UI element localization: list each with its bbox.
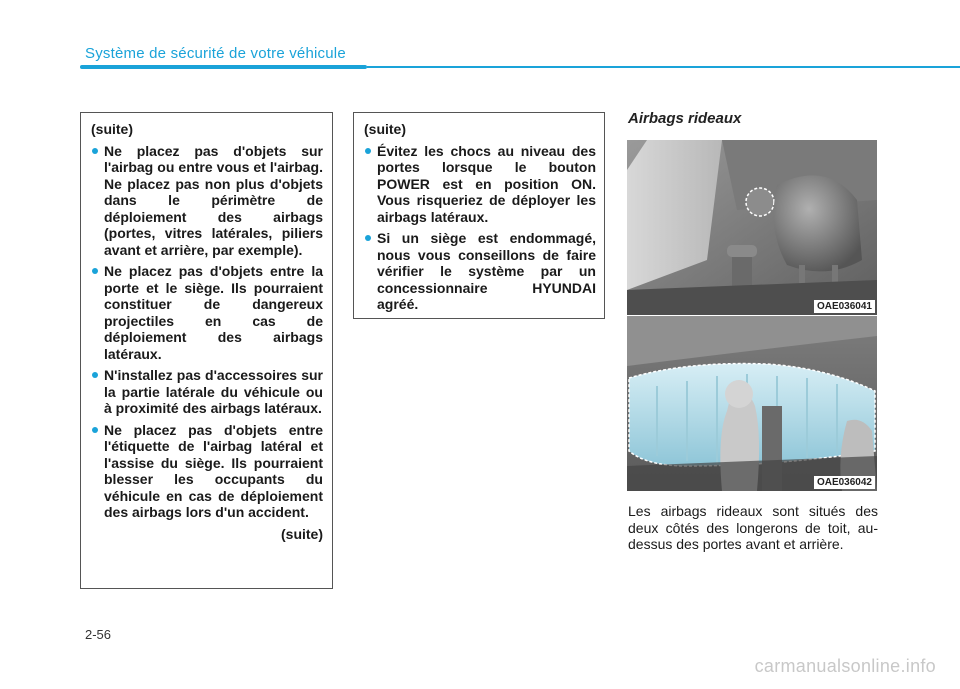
- page-number: 2-56: [85, 627, 112, 642]
- warning-box-2: [353, 112, 605, 319]
- warning-box-1-list: [91, 143, 323, 521]
- curtain-airbag-illustration: [627, 316, 877, 491]
- warning-item: Ne placez pas d'objets entre la porte et le siège. Ils pourraient constituer de dangereux projectiles en cas de déploiement des airbags latéraux.: [91, 263, 323, 362]
- figure-code: OAE036042: [814, 476, 875, 489]
- headrest-illustration: [627, 140, 877, 315]
- figure-curtain-deployed: [627, 316, 877, 491]
- warning-item: Ne placez pas d'objets sur l'airbag ou entre vous et l'airbag. Ne placez pas non plus d'objets dans le périmètre de déploiement des airbags (portes, vitres latérales, piliers avant et arrière, par exemple).: [91, 143, 323, 259]
- warning-box-1-intro: (suite): [91, 121, 133, 137]
- curtain-airbags-description: Les airbags rideaux sont situés des deux côtés des longerons de toit, au-dessus des portes avant et arrière.: [628, 503, 878, 552]
- header-rule: [367, 66, 960, 68]
- warning-box-1-outro: (suite): [281, 525, 323, 542]
- section-title: Système de sécurité de votre véhicule: [85, 45, 346, 62]
- warning-box-1: [80, 112, 333, 589]
- figure-code: OAE036041: [814, 300, 875, 313]
- watermark: carmanualsonline.info: [754, 656, 936, 676]
- warning-item: Évitez les chocs au niveau des portes lorsque le bouton POWER est en position ON. Vous risqueriez de déployer les airbags latéraux.: [364, 143, 596, 226]
- warning-box-2-intro: (suite): [364, 121, 406, 137]
- warning-box-2-list: [364, 143, 596, 313]
- header-rule-accent: [80, 65, 367, 69]
- warning-item: Ne placez pas d'objets entre l'étiquette de l'airbag latéral et l'assise du siège. Ils pourraient blesser les occupants du véhicule en cas de déploiement des airbags lors d'un accident.: [91, 422, 323, 521]
- warning-item: N'installez pas d'accessoires sur la partie latérale du véhicule ou à proximité des airbags latéraux.: [91, 367, 323, 417]
- curtain-airbags-heading: Airbags rideaux: [628, 110, 742, 127]
- figure-airbag-pillar: [627, 140, 877, 315]
- warning-item: Si un siège est endommagé, nous vous conseillons de faire vérifier le système par un concessionnaire HYUNDAI agréé.: [364, 230, 596, 313]
